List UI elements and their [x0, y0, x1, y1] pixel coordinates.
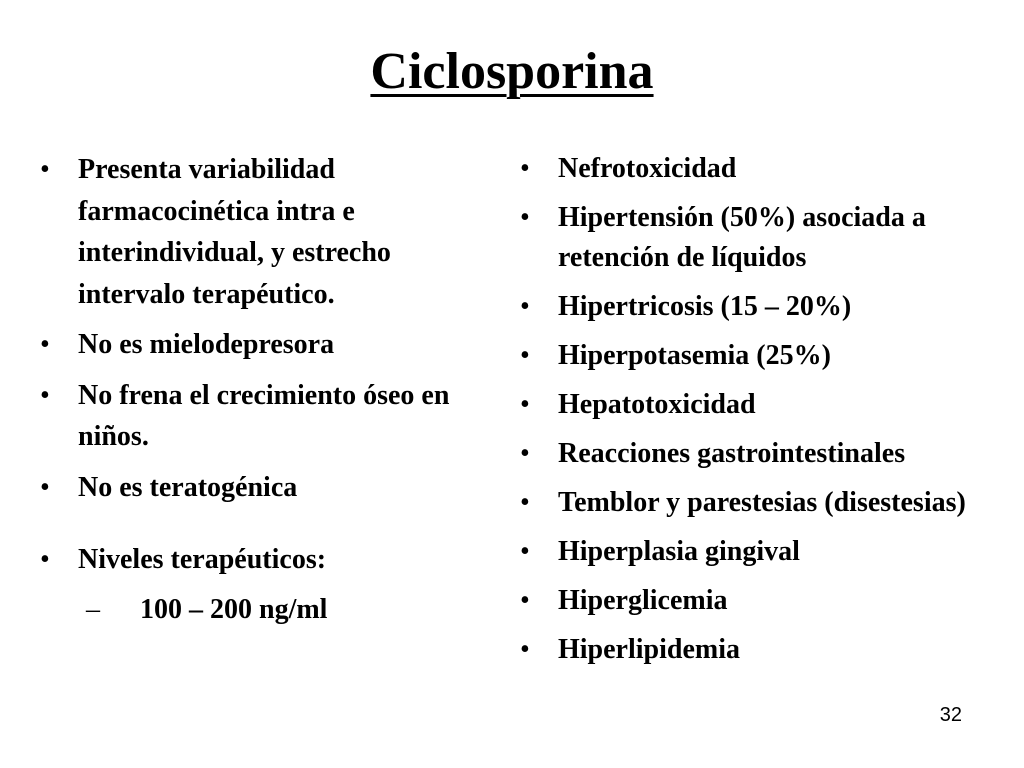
page-number: 32 — [939, 704, 962, 726]
list-item — [40, 467, 495, 509]
right-bullet-list — [520, 149, 1000, 670]
right-column — [520, 149, 1000, 679]
dash-icon: – — [86, 593, 100, 625]
bullet-icon: • — [520, 634, 530, 665]
left-column — [40, 149, 495, 630]
list-item-text: Nefrotoxicidad — [558, 153, 737, 184]
bullet-icon: • — [40, 471, 50, 503]
bullet-icon: • — [520, 202, 530, 233]
list-item — [520, 198, 1000, 278]
list-item-text: Hipertensión (50%) asociada a retención de líquidos — [558, 202, 926, 273]
list-item — [520, 630, 1000, 670]
list-item — [520, 149, 1000, 189]
list-item-text: No es mielodepresora — [78, 329, 335, 360]
list-item — [40, 149, 495, 315]
slide-title-text: Ciclosporina — [370, 43, 654, 100]
list-item-text: No frena el crecimiento óseo en niños. — [78, 379, 450, 452]
list-item-text: Reacciones gastrointestinales — [558, 438, 906, 469]
sub-list-item — [40, 590, 495, 630]
list-item-text: Hiperglicemia — [558, 585, 728, 616]
list-item-text: Hiperpotasemia (25%) — [558, 340, 831, 371]
bullet-icon: • — [520, 340, 530, 371]
sub-list-item-text: 100 – 200 ng/ml — [140, 593, 328, 625]
list-item — [520, 336, 1000, 376]
bullet-icon: • — [520, 389, 530, 420]
list-item — [40, 324, 495, 366]
bullet-icon: • — [520, 536, 530, 567]
list-item — [40, 539, 495, 581]
bullet-icon: • — [40, 329, 50, 360]
list-item-text: Presenta variabilidad farmacocinética intra e interindividual, y estrecho intervalo terapéutico. — [78, 154, 391, 310]
list-item-text: Hiperlipidemia — [558, 634, 740, 665]
bullet-icon: • — [40, 544, 50, 575]
bullet-icon: • — [520, 153, 530, 184]
list-item — [520, 483, 1000, 523]
bullet-icon: • — [520, 487, 530, 518]
list-item-text: Hiperplasia gingival — [558, 536, 800, 567]
bullet-icon: • — [40, 379, 50, 411]
list-item — [520, 434, 1000, 474]
bullet-icon: • — [520, 585, 530, 616]
bullet-icon: • — [520, 291, 530, 322]
list-item-text: Hipertricosis (15 – 20%) — [558, 291, 852, 322]
list-item-text: No es teratogénica — [78, 471, 298, 503]
bullet-icon: • — [520, 438, 530, 469]
list-item — [40, 375, 495, 458]
list-item — [520, 532, 1000, 572]
list-item — [520, 581, 1000, 621]
list-item — [520, 385, 1000, 425]
list-item-text: Hepatotoxicidad — [558, 389, 756, 420]
list-item — [520, 287, 1000, 327]
bullet-icon: • — [40, 154, 50, 185]
list-item-text: Niveles terapéuticos: — [78, 544, 327, 575]
left-bullet-list — [40, 149, 495, 630]
list-item-text: Temblor y parestesias (disestesias) — [558, 487, 966, 518]
slide-title — [0, 40, 1024, 104]
